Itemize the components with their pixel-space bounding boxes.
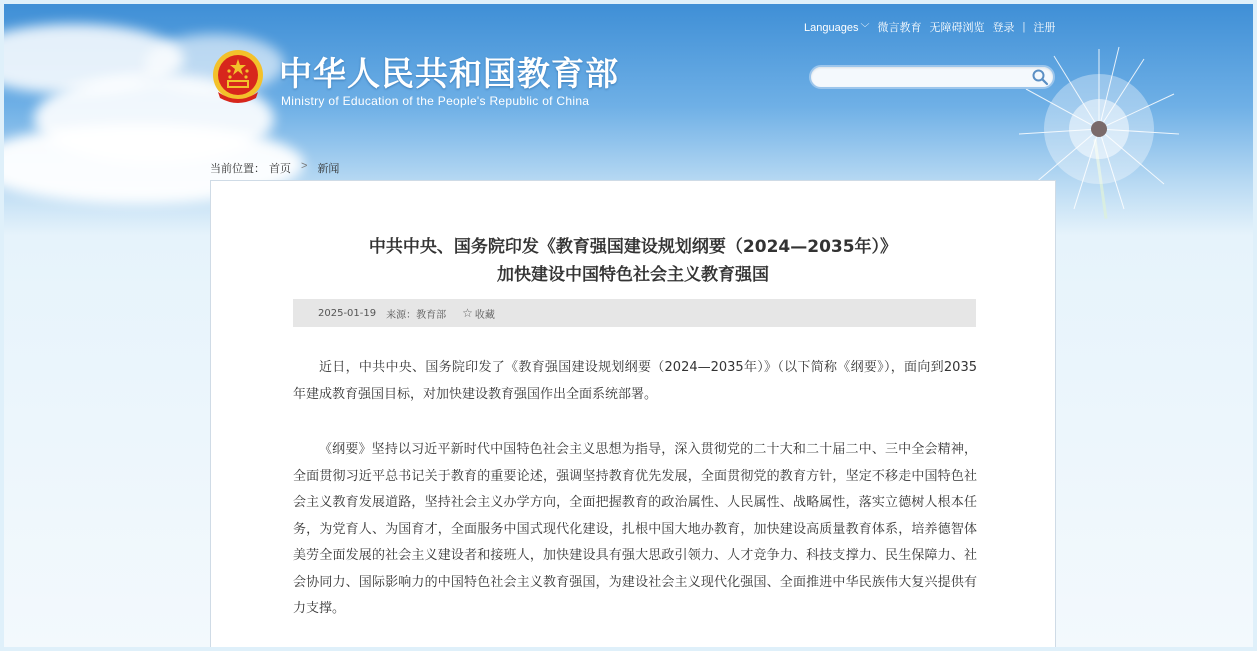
nav-link-weiyan[interactable]: 微言教育: [877, 22, 922, 34]
breadcrumb-current[interactable]: 新闻: [317, 163, 340, 175]
site-subtitle: Ministry of Education of the People's Republic of China: [281, 94, 590, 108]
languages-menu[interactable]: [804, 21, 869, 34]
article-panel: [210, 180, 1056, 647]
page-frame: [4, 4, 1253, 647]
article-meta-bar: [293, 299, 976, 327]
breadcrumb: [210, 160, 339, 176]
site-title: 中华人民共和国教育部: [279, 54, 619, 93]
search-box: [809, 65, 1055, 89]
article-title: [211, 233, 1055, 289]
languages-label: Languages: [804, 21, 859, 34]
article-paragraph: 《纲要》坚持以习近平新时代中国特色社会主义思想为指导，深入贯彻党的二十大和二十届二中、三中全会精神，全面贯彻习近平总书记关于教育的重要论述，强调坚持教育优先发展，全面贯彻党的教育方针，坚定不移走中国特色社会主义教育发展道路，坚持社会主义办学方向，全面把握教育的政治属性、人民属性、战略属性，落实立德树人根本任务，为党育人、为国育才，全面服务中国式现代化建设，扎根中国大地办教育，加快建设高质量教育体系，培养德智体美劳全面发展的社会主义建设者和接班人，加快建设具有强大思政引领力、人才竞争力、科技支撑力、民生保障力、社会协同力、国际影响力的中国特色社会主义教育强国，为建设社会主义现代化强国、全面推进中华民族伟大复兴提供有力支撑。: [293, 442, 977, 616]
breadcrumb-arrow: >: [301, 160, 308, 172]
breadcrumb-prefix: 当前位置：: [210, 163, 265, 175]
chevron-down-icon: ﹀: [860, 22, 870, 33]
article-date: 2025-01-19: [318, 307, 377, 319]
article-paragraph: 近日，中共中央、国务院印发了《教育强国建设规划纲要（2024—2035年）》（以下简称《纲要》），面向到2035年建成教育强国目标，对加快建设教育强国作出全面系统部署。: [293, 360, 977, 402]
breadcrumb-home[interactable]: 首页: [269, 163, 291, 175]
nav-link-accessible[interactable]: 无障碍浏览: [929, 22, 985, 34]
article-title-line1: 中共中央、国务院印发《教育强国建设规划纲要（2024—2035年）》: [368, 237, 898, 257]
article-title-line2: 加快建设中国特色社会主义教育强国: [497, 265, 769, 285]
nav-link-login[interactable]: 登录: [992, 22, 1015, 34]
search-input[interactable]: [819, 69, 1029, 85]
nav-link-register[interactable]: 注册: [1033, 22, 1056, 34]
article-source: 来源：教育部: [386, 309, 447, 321]
search-icon[interactable]: [1031, 68, 1049, 86]
national-emblem-icon: [210, 48, 266, 106]
star-icon: ☆: [462, 306, 473, 320]
favorite-label: 收藏: [474, 309, 495, 321]
top-nav: [804, 19, 1055, 35]
nav-separator: |: [1022, 21, 1026, 33]
favorite-button[interactable]: [462, 306, 495, 321]
